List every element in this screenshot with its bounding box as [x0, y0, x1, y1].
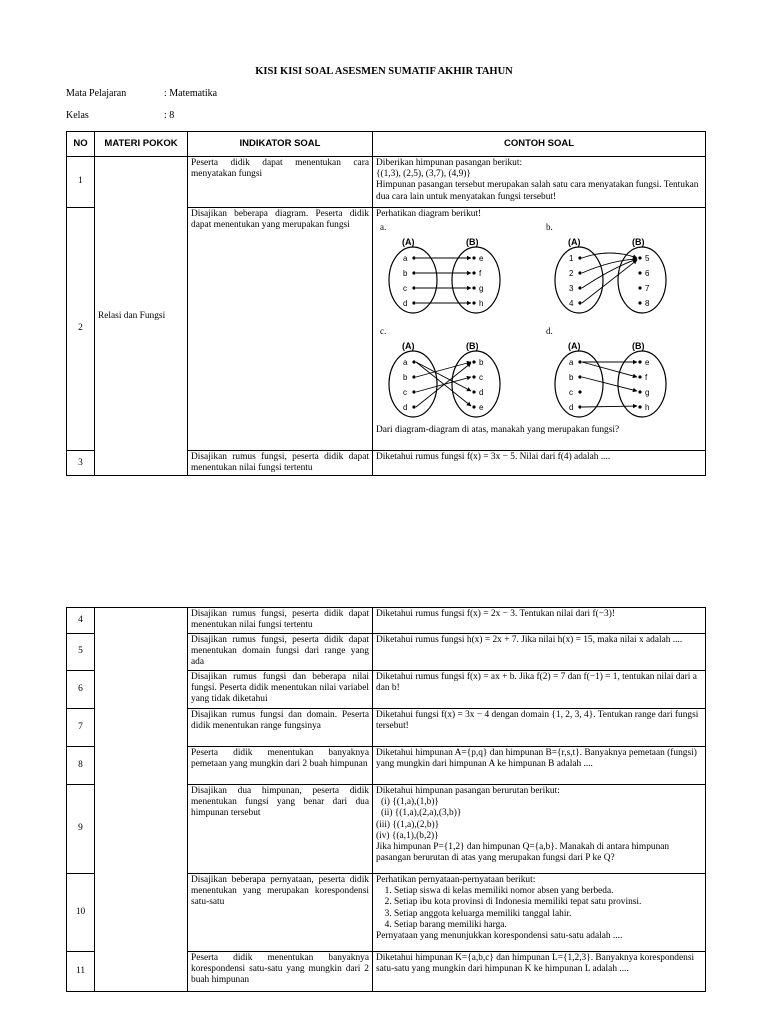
element-dot — [578, 376, 581, 379]
indicator-cell: Disajikan rumus fungsi, peserta didik dapat menentukan domain fungsi dari range yang ada — [188, 634, 373, 671]
element-dot — [472, 272, 475, 275]
element-label: h — [479, 299, 484, 309]
set-a-title: (A) — [568, 237, 581, 248]
element-dot — [638, 376, 641, 379]
diagram-label: a. — [380, 222, 387, 233]
element-label: g — [479, 284, 484, 294]
set-a-title: (A) — [568, 341, 581, 352]
element-dot — [472, 376, 475, 379]
mapping-arrow — [416, 362, 471, 391]
question-text: Perhatikan pernyataan-pernyataan berikut: — [376, 875, 536, 885]
table-row — [67, 157, 706, 208]
element-label: c — [479, 373, 483, 383]
indicator-cell: Disajikan beberapa diagram. Peserta didik dapat menentukan yang merupakan fungsi — [188, 208, 373, 451]
element-label: e — [645, 358, 650, 368]
question-text: Pernyataan yang menunjukkan korespondensi satu-satu adalah .... — [376, 931, 623, 942]
indicator-cell: Peserta didik menentukan banyaknya korespondensi satu-satu yang mungkin dari 2 buah himpunan — [188, 952, 373, 992]
indicator-cell: Disajikan rumus fungsi, peserta didik dapat menentukan nilai fungsi tertentu — [188, 608, 373, 634]
mapping-arrow — [582, 260, 637, 303]
diagram-label: c. — [380, 326, 387, 337]
table-header-row — [67, 132, 706, 157]
element-dot — [638, 272, 641, 275]
element-dot — [638, 361, 641, 364]
element-dot — [578, 361, 581, 364]
set-b-title: (B) — [466, 341, 479, 352]
element-dot — [472, 302, 475, 305]
element-dot — [578, 391, 581, 394]
element-dot — [412, 391, 415, 394]
mapping-diagrams — [376, 220, 702, 436]
option-item: (iii) {(1,a),(2,b)} — [376, 819, 440, 830]
element-dot — [638, 302, 641, 305]
element-label: g — [645, 388, 650, 398]
materi-pokok-cell-continued — [95, 608, 188, 992]
statement-list — [376, 886, 702, 931]
option-item: (iv) {(a,1),(b,2)} — [376, 830, 439, 841]
element-label: e — [479, 254, 484, 264]
diagram-label: b. — [546, 222, 553, 233]
element-dot — [412, 376, 415, 379]
element-dot — [412, 287, 415, 290]
element-label: b — [479, 358, 484, 368]
document-title: KISI KISI SOAL ASESMEN SUMATIF AKHIR TAHUN — [255, 66, 513, 77]
set-b-oval — [618, 351, 666, 417]
element-label: 4 — [569, 299, 574, 309]
col-header-no: NO — [67, 132, 95, 157]
col-header-contoh: CONTOH SOAL — [373, 132, 706, 157]
statement-item: 3. Setiap anggota keluarga memiliki tanggal lahir. — [394, 909, 702, 920]
row-number: 6 — [67, 671, 95, 709]
mapping-arrow — [582, 377, 637, 391]
element-dot — [472, 361, 475, 364]
question-cell — [373, 874, 706, 952]
row-number: 5 — [67, 634, 95, 671]
element-dot — [412, 272, 415, 275]
indicator-cell: Disajikan rumus fungsi dan beberapa nilai fungsi. Peserta didik menentukan nilai variabel yang tidak diketahui — [188, 671, 373, 709]
element-label: c — [403, 284, 407, 294]
table-row — [67, 608, 706, 634]
element-label: 7 — [645, 284, 650, 294]
diagram-a — [380, 222, 500, 313]
element-label: 3 — [569, 284, 574, 294]
indicator-cell: Peserta didik dapat menentukan cara menyatakan fungsi — [188, 157, 373, 208]
row-number: 3 — [67, 451, 95, 476]
subject-line — [66, 88, 217, 99]
element-dot — [472, 287, 475, 290]
element-dot — [412, 406, 415, 409]
class-label: Kelas — [66, 110, 89, 121]
question-text: Diberikan himpunan pasangan berikut: — [376, 158, 523, 168]
row-number: 4 — [67, 608, 95, 634]
element-label: f — [645, 373, 648, 383]
element-label: b — [403, 269, 408, 279]
element-dot — [578, 287, 581, 290]
row-number: 11 — [67, 952, 95, 992]
element-dot — [472, 257, 475, 260]
mapping-arrow — [582, 253, 637, 258]
question-cell: Diketahui rumus fungsi f(x) = ax + b. Jika f(2) = 7 dan f(−1) = 1, tentukan nilai dari a dan b! — [373, 671, 706, 709]
element-label: d — [403, 403, 408, 413]
question-text: Himpunan pasangan tersebut merupakan salah satu cara menyatakan fungsi. Tentukan dua cara lain untuk menyatakan fungsi tersebut! — [376, 180, 699, 202]
diagram-b — [546, 222, 666, 313]
element-dot — [578, 302, 581, 305]
indicator-cell: Disajikan rumus fungsi dan domain. Peserta didik menentukan range fungsinya — [188, 709, 373, 747]
class-value: : 8 — [164, 110, 175, 121]
row-number: 2 — [67, 208, 95, 451]
mapping-arrow — [582, 406, 637, 407]
class-line — [66, 110, 174, 121]
set-a-title: (A) — [402, 237, 415, 248]
element-dot — [578, 272, 581, 275]
grid-table-top — [66, 131, 706, 476]
question-cell — [373, 208, 706, 451]
element-dot — [638, 391, 641, 394]
set-b-title: (B) — [632, 237, 645, 248]
question-text: Jika himpunan P={1,2} dan himpunan Q={a,b}. Manakah di antara himpunan pasangan berurutan di atas yang merupakan fungsi dari P ke Q? — [376, 842, 670, 864]
set-b-title: (B) — [632, 341, 645, 352]
element-label: a — [403, 358, 408, 368]
element-label: a — [569, 358, 574, 368]
indicator-cell: Disajikan dua himpunan, peserta didik menentukan fungsi yang benar dari dua himpunan tersebut — [188, 785, 373, 874]
element-label: h — [645, 403, 650, 413]
element-dot — [472, 406, 475, 409]
element-dot — [472, 391, 475, 394]
statement-item: 2. Setiap ibu kota provinsi di Indonesia memiliki tepat satu provinsi. — [394, 897, 702, 908]
diagram-d — [546, 326, 666, 417]
mapping-arrow — [416, 362, 471, 406]
subject-label: Mata Pelajaran — [66, 88, 127, 99]
element-label: 8 — [645, 299, 650, 309]
element-label: b — [403, 373, 408, 383]
set-b-oval — [452, 351, 500, 417]
question-text: Dari diagram-diagram di atas, manakah yang merupakan fungsi? — [376, 425, 620, 436]
element-label: a — [403, 254, 408, 264]
grid-table-bottom — [66, 607, 706, 992]
mapping-arrow — [582, 362, 637, 377]
question-cell — [373, 157, 706, 208]
element-label: f — [479, 269, 482, 279]
row-number: 7 — [67, 709, 95, 747]
question-cell: Diketahui rumus fungsi f(x) = 2x − 3. Tentukan nilai dari f(−3)! — [373, 608, 706, 634]
option-item: (i) {(1,a),(1,b)} — [381, 797, 439, 808]
question-text: {(1,3), (2,5), (3,7), (4,9)} — [376, 169, 471, 180]
element-dot — [412, 361, 415, 364]
set-b-oval — [618, 247, 666, 313]
statement-item: 4. Setiap barang memiliki harga. — [394, 920, 702, 931]
element-label: 2 — [569, 269, 574, 279]
option-item: (ii) {(1,a),(2,a),(3,b)} — [381, 808, 462, 819]
question-cell: Diketahui fungsi f(x) = 3x − 4 dengan domain {1, 2, 3, 4}. Tentukan range dari fungsi tersebut! — [373, 709, 706, 747]
question-cell: Diketahui rumus fungsi h(x) = 2x + 7. Jika nilai h(x) = 15, maka nilai x adalah .... — [373, 634, 706, 671]
row-number: 10 — [67, 874, 95, 952]
element-label: b — [569, 373, 574, 383]
question-cell: Diketahui rumus fungsi f(x) = 3x − 5. Nilai dari f(4) adalah .... — [373, 451, 706, 476]
set-a-title: (A) — [402, 341, 415, 352]
element-dot — [638, 406, 641, 409]
element-dot — [412, 302, 415, 305]
row-number: 9 — [67, 785, 95, 874]
element-dot — [412, 257, 415, 260]
question-text: Diketahui himpunan pasangan berurutan berikut: — [376, 786, 560, 796]
element-label: d — [569, 403, 574, 413]
question-cell: Diketahui himpunan K={a,b,c} dan himpunan L={1,2,3}. Banyaknya korespondensi satu-satu yang mungkin dari himpunan K ke himpunan L adalah .... — [373, 952, 706, 992]
statement-item: 1. Setiap siswa di kelas memiliki nomor absen yang berbeda. — [394, 886, 702, 897]
question-text: Perhatikan diagram berikut! — [376, 209, 482, 219]
row-number: 8 — [67, 747, 95, 785]
materi-pokok-cell: Relasi dan Fungsi — [95, 157, 188, 476]
element-label: 1 — [569, 254, 574, 264]
element-label: 6 — [645, 269, 650, 279]
subject-value: : Matematika — [164, 88, 218, 99]
question-cell — [373, 785, 706, 874]
element-label: c — [403, 388, 407, 398]
element-dot — [638, 257, 641, 260]
set-b-title: (B) — [466, 237, 479, 248]
col-header-materi: MATERI POKOK — [95, 132, 188, 157]
diagram-c — [380, 326, 500, 417]
question-cell: Diketahui himpunan A={p,q} dan himpunan B={r,s,t}. Banyaknya pemetaan (fungsi) yang mungkin dari himpunan A ke himpunan B adalah .... — [373, 747, 706, 785]
element-dot — [638, 287, 641, 290]
indicator-cell: Disajikan beberapa pernyataan, peserta didik menentukan yang merupakan korespondensi satu-satu — [188, 874, 373, 952]
element-label: c — [569, 388, 573, 398]
element-label: 5 — [645, 254, 650, 264]
indicator-cell: Disajikan rumus fungsi, peserta didik dapat menentukan nilai fungsi tertentu — [188, 451, 373, 476]
diagram-label: d. — [546, 326, 553, 337]
element-label: d — [479, 388, 484, 398]
element-label: d — [403, 299, 408, 309]
element-label: e — [479, 403, 484, 413]
element-dot — [578, 257, 581, 260]
row-number: 1 — [67, 157, 95, 208]
element-dot — [578, 406, 581, 409]
col-header-indikator: INDIKATOR SOAL — [188, 132, 373, 157]
indicator-cell: Peserta didik menentukan banyaknya pemetaan yang mungkin dari 2 buah himpunan — [188, 747, 373, 785]
